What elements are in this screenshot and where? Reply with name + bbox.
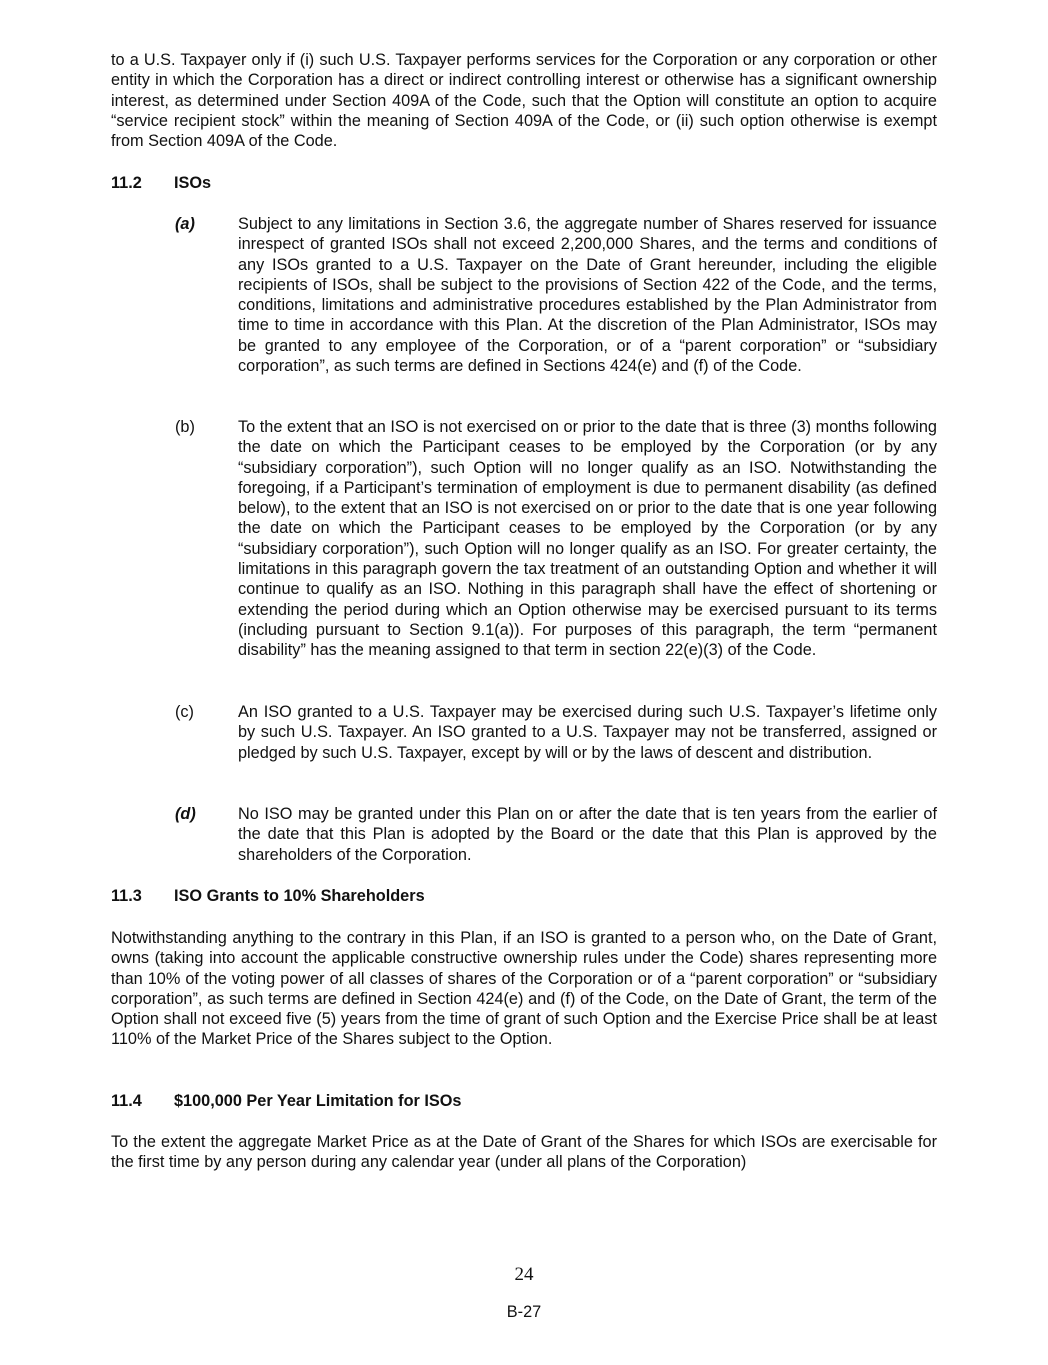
section-title: ISOs (174, 174, 212, 192)
section-number: 11.4 (111, 1092, 142, 1110)
item-text: No ISO may be granted under this Plan on or after the date that is ten years from the earlier of the date that this Plan is adopted by the Board or the date that this Plan is approved by the shareholders of the Corporation. (238, 805, 937, 864)
section-number: 11.2 (111, 174, 142, 192)
item-label: (b) (175, 418, 195, 436)
section-title: $100,000 Per Year Limitation for ISOs (174, 1092, 462, 1110)
section-11-3-heading (111, 886, 425, 906)
section-11-2-heading (111, 173, 211, 193)
top-paragraph: to a U.S. Taxpayer only if (i) such U.S. Taxpayer performs services for the Corporation or any corporation or other entity in which the Corporation has a direct or indirect controlling interest or otherwise has a significant ownership interest, as determined under Section 409A of the Code, such that the Option will constitute an option to acquire “service recipient stock” within the meaning of Section 409A of the Code, or (ii) such option otherwise is exempt from Section 409A of the Code. (111, 51, 937, 151)
item-label: (a) (175, 215, 195, 233)
page-number: 24 (514, 1264, 534, 1285)
section-title: ISO Grants to 10% Shareholders (174, 887, 425, 905)
list-item-b (175, 417, 937, 661)
list-item-c (175, 702, 937, 763)
section-11-4-heading (111, 1091, 461, 1111)
section-11-4-body: To the extent the aggregate Market Price as at the Date of Grant of the Shares for which ISOs are exercisable for the first time by any person during any calendar year (under all plans of the Corporation) (111, 1133, 937, 1172)
item-text: Subject to any limitations in Section 3.6, the aggregate number of Shares reserved for issuance inrespect of granted ISOs shall not exceed 2,200,000 Shares, and the terms and conditions of any ISOs granted to a U.S. Taxpayer on the Date of Grant hereunder, including the eligible recipients of ISOs, shall be subject to the provisions of Section 422 of the Code, and the terms, conditions, limitations and administrative procedures established by the Plan Administrator from time to time in accordance with this Plan. At the discretion of the Plan Administrator, ISOs may be granted to any employee of the Corporation, or of a “parent corporation” or “subsidiary corporation”, as such terms are defined in Sections 424(e) and (f) of the Code. (238, 215, 937, 376)
list-item-a (175, 214, 937, 376)
item-label: (c) (175, 703, 194, 721)
item-text: An ISO granted to a U.S. Taxpayer may be exercised during such U.S. Taxpayer’s lifetime only by such U.S. Taxpayer. An ISO granted to a U.S. Taxpayer may not be transferred, assigned or pledged by such U.S. Taxpayer, except by will or by the laws of descent and distribution. (238, 703, 937, 762)
item-label: (d) (175, 805, 196, 823)
exhibit-page-reference: B-27 (506, 1303, 542, 1321)
section-11-3-body: Notwithstanding anything to the contrary in this Plan, if an ISO is granted to a person who, on the Date of Grant, owns (taking into account the applicable constructive ownership rules under the Code) shares representing more than 10% of the voting power of all classes of shares of the Corporation or of a “parent corporation” or “subsidiary corporation”, as such terms are defined in Section 424(e) and (f) of the Code, on the Date of Grant, the term of the Option shall not exceed five (5) years from the time of grant of such Option and the Exercise Price shall be at least 110% of the Market Price of the Shares subject to the Option. (111, 929, 937, 1049)
section-number: 11.3 (111, 887, 142, 905)
list-item-d (175, 804, 937, 865)
item-text: To the extent that an ISO is not exercised on or prior to the date that is three (3) months following the date on which the Participant ceases to be employed by the Corporation (or by any “subsidiary corporation”), such Option will no longer qualify as an ISO. Notwithstanding the foregoing, if a Participant’s termination of employment is due to permanent disability (as defined below), to the extent that an ISO is not exercised on or prior to the date that is one year following the date on which the Participant ceases to be employed by the Corporation (or by any “subsidiary corporation”), such Option will no longer qualify as an ISO. For greater certainty, the limitations in this paragraph govern the tax treatment of an outstanding Option and whether it will continue to qualify as an ISO. Nothing in this paragraph shall have the effect of shortening or extending the period during which an Option otherwise may be exercised pursuant to its terms (including pursuant to Section 9.1(a)). For purposes of this paragraph, the term “permanent disability” has the meaning assigned to that term in section 22(e)(3) of the Code. (238, 418, 937, 660)
